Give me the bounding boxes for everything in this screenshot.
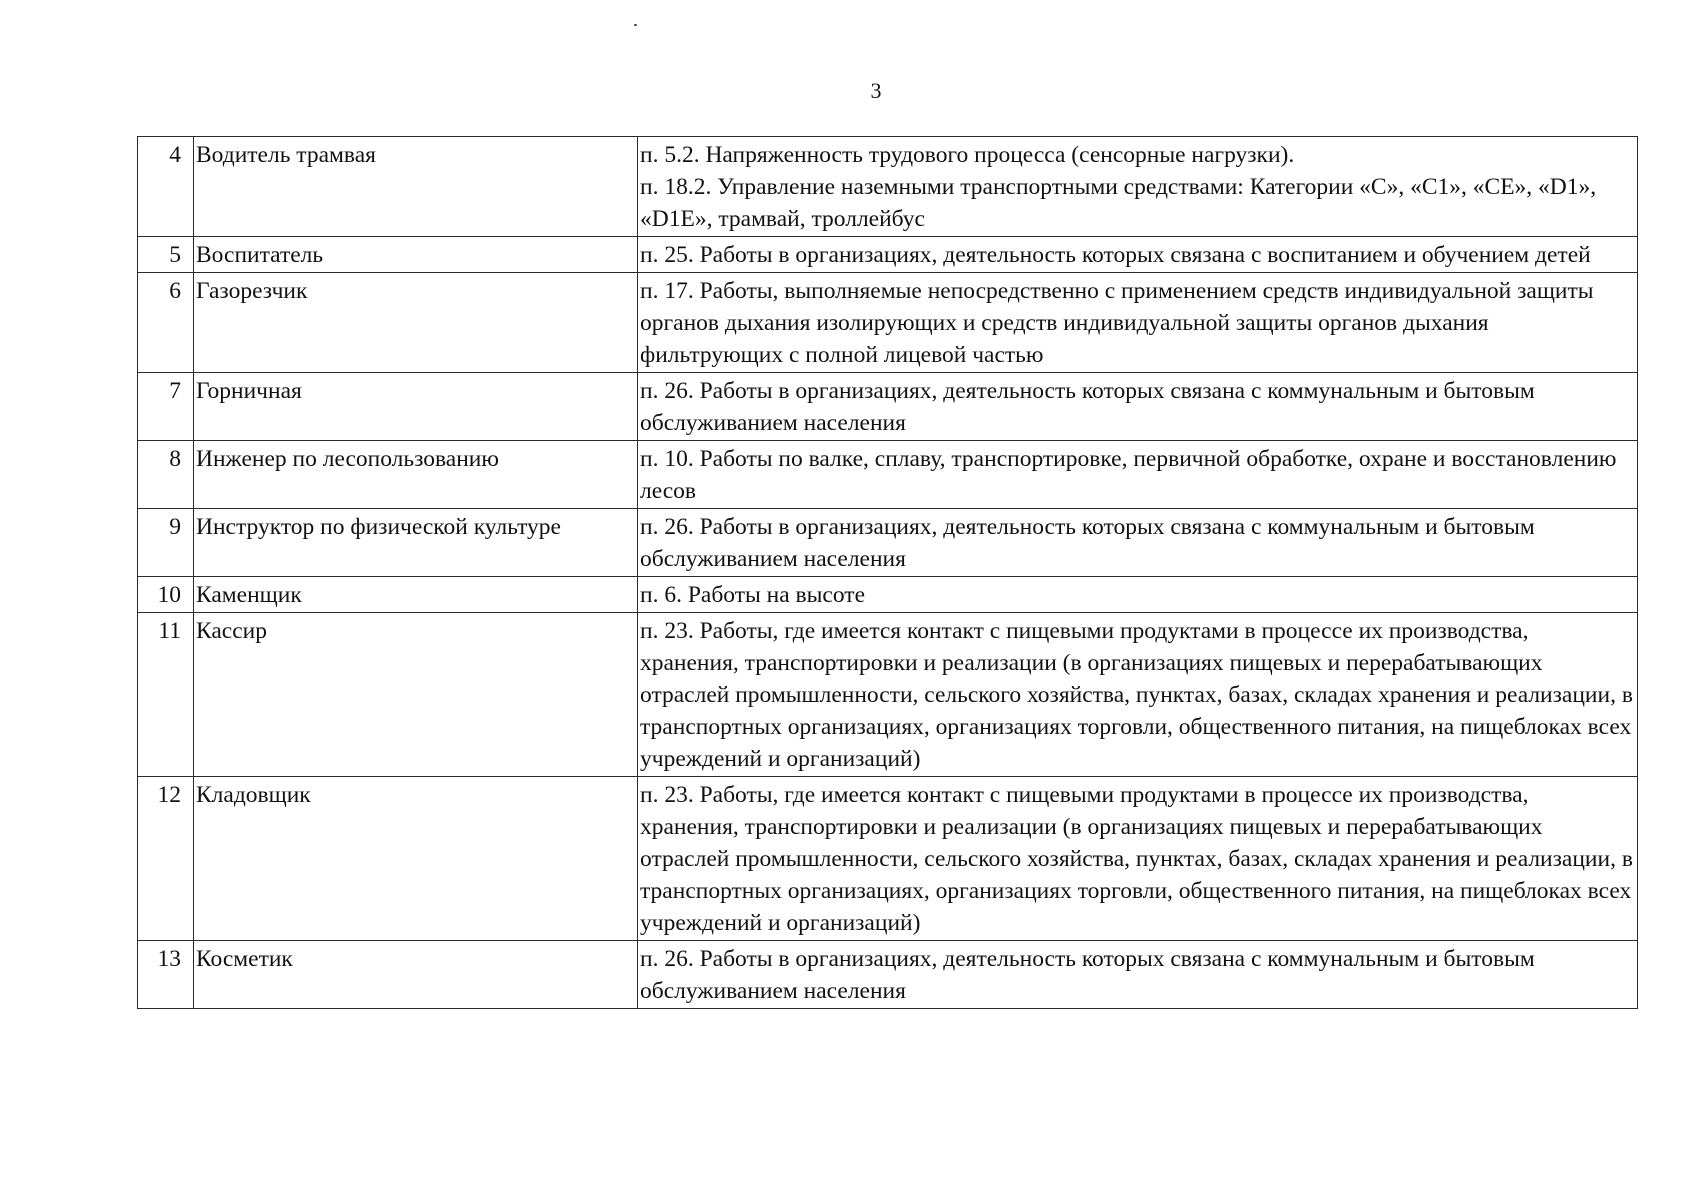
work-type-cell xyxy=(638,509,1638,577)
row-number: 12 xyxy=(138,777,194,941)
work-type-paragraph: п. 5.2. Напряженность трудового процесса (сенсорные нагрузки). xyxy=(640,142,1295,168)
profession-cell: Косметик xyxy=(194,941,638,1009)
row-number: 13 xyxy=(138,941,194,1009)
work-type-cell xyxy=(638,237,1638,273)
table-row xyxy=(138,777,1638,941)
table-row xyxy=(138,137,1638,237)
row-number: 4 xyxy=(138,137,194,237)
table-row xyxy=(138,509,1638,577)
row-number: 10 xyxy=(138,577,194,613)
table-row xyxy=(138,577,1638,613)
table-row xyxy=(138,273,1638,373)
work-type-cell xyxy=(638,777,1638,941)
table-row xyxy=(138,941,1638,1009)
work-type-paragraph: п. 23. Работы, где имеется контакт с пищевыми продуктами в процессе их производства, хранения, транспортировки и реализации (в организациях пищевых и перерабатывающих отраслей промышленности, сельского хозяйства, пунктах, базах, складах хранения и реализации, в транспортных организациях, организациях торговли, общественного питания, на пищеблоках всех учреждений и организаций) xyxy=(640,782,1633,936)
row-number: 7 xyxy=(138,373,194,441)
work-type-paragraph: п. 6. Работы на высоте xyxy=(640,582,865,608)
work-type-cell xyxy=(638,273,1638,373)
row-number: 6 xyxy=(138,273,194,373)
table-row xyxy=(138,237,1638,273)
profession-cell: Водитель трамвая xyxy=(194,137,638,237)
work-type-paragraph: п. 18.2. Управление наземными транспортными средствами: Категории «С», «С1», «СЕ», «D1», «D1E», трамвай, троллейбус xyxy=(640,174,1597,232)
table-row xyxy=(138,613,1638,777)
scan-speck xyxy=(634,24,637,26)
professions-table-body xyxy=(138,137,1638,1009)
work-type-paragraph: п. 26. Работы в организациях, деятельность которых связана с коммунальным и бытовым обслуживанием населения xyxy=(640,514,1535,572)
work-type-cell xyxy=(638,441,1638,509)
work-type-cell xyxy=(638,577,1638,613)
row-number: 5 xyxy=(138,237,194,273)
work-type-paragraph: п. 10. Работы по валке, сплаву, транспортировке, первичной обработке, охране и восстановлению лесов xyxy=(640,446,1617,504)
profession-cell: Каменщик xyxy=(194,577,638,613)
profession-cell: Газорезчик xyxy=(194,273,638,373)
row-number: 9 xyxy=(138,509,194,577)
profession-cell: Горничная xyxy=(194,373,638,441)
work-type-cell xyxy=(638,941,1638,1009)
profession-cell: Воспитатель xyxy=(194,237,638,273)
work-type-paragraph: п. 26. Работы в организациях, деятельность которых связана с коммунальным и бытовым обслуживанием населения xyxy=(640,378,1535,436)
profession-cell: Кладовщик xyxy=(194,777,638,941)
work-type-cell xyxy=(638,137,1638,237)
work-type-paragraph: п. 25. Работы в организациях, деятельность которых связана с воспитанием и обучением детей xyxy=(640,242,1591,268)
page-number: 3 xyxy=(870,78,882,103)
work-type-cell xyxy=(638,373,1638,441)
work-type-paragraph: п. 23. Работы, где имеется контакт с пищевыми продуктами в процессе их производства, хранения, транспортировки и реализации (в организациях пищевых и перерабатывающих отраслей промышленности, сельского хозяйства, пунктах, базах, складах хранения и реализации, в транспортных организациях, организациях торговли, общественного питания, на пищеблоках всех учреждений и организаций) xyxy=(640,618,1633,772)
row-number: 8 xyxy=(138,441,194,509)
table-row xyxy=(138,373,1638,441)
work-type-paragraph: п. 17. Работы, выполняемые непосредственно с применением средств индивидуальной защиты органов дыхания изолирующих и средств индивидуальной защиты органов дыхания фильтрующих с полной лицевой частью xyxy=(640,278,1594,368)
profession-cell: Инструктор по физической культуре xyxy=(194,509,638,577)
work-type-paragraph: п. 26. Работы в организациях, деятельность которых связана с коммунальным и бытовым обслуживанием населения xyxy=(640,946,1535,1004)
profession-cell: Инженер по лесопользованию xyxy=(194,441,638,509)
work-type-cell xyxy=(638,613,1638,777)
table-row xyxy=(138,441,1638,509)
profession-cell: Кассир xyxy=(194,613,638,777)
row-number: 11 xyxy=(138,613,194,777)
professions-table xyxy=(137,136,1638,1009)
